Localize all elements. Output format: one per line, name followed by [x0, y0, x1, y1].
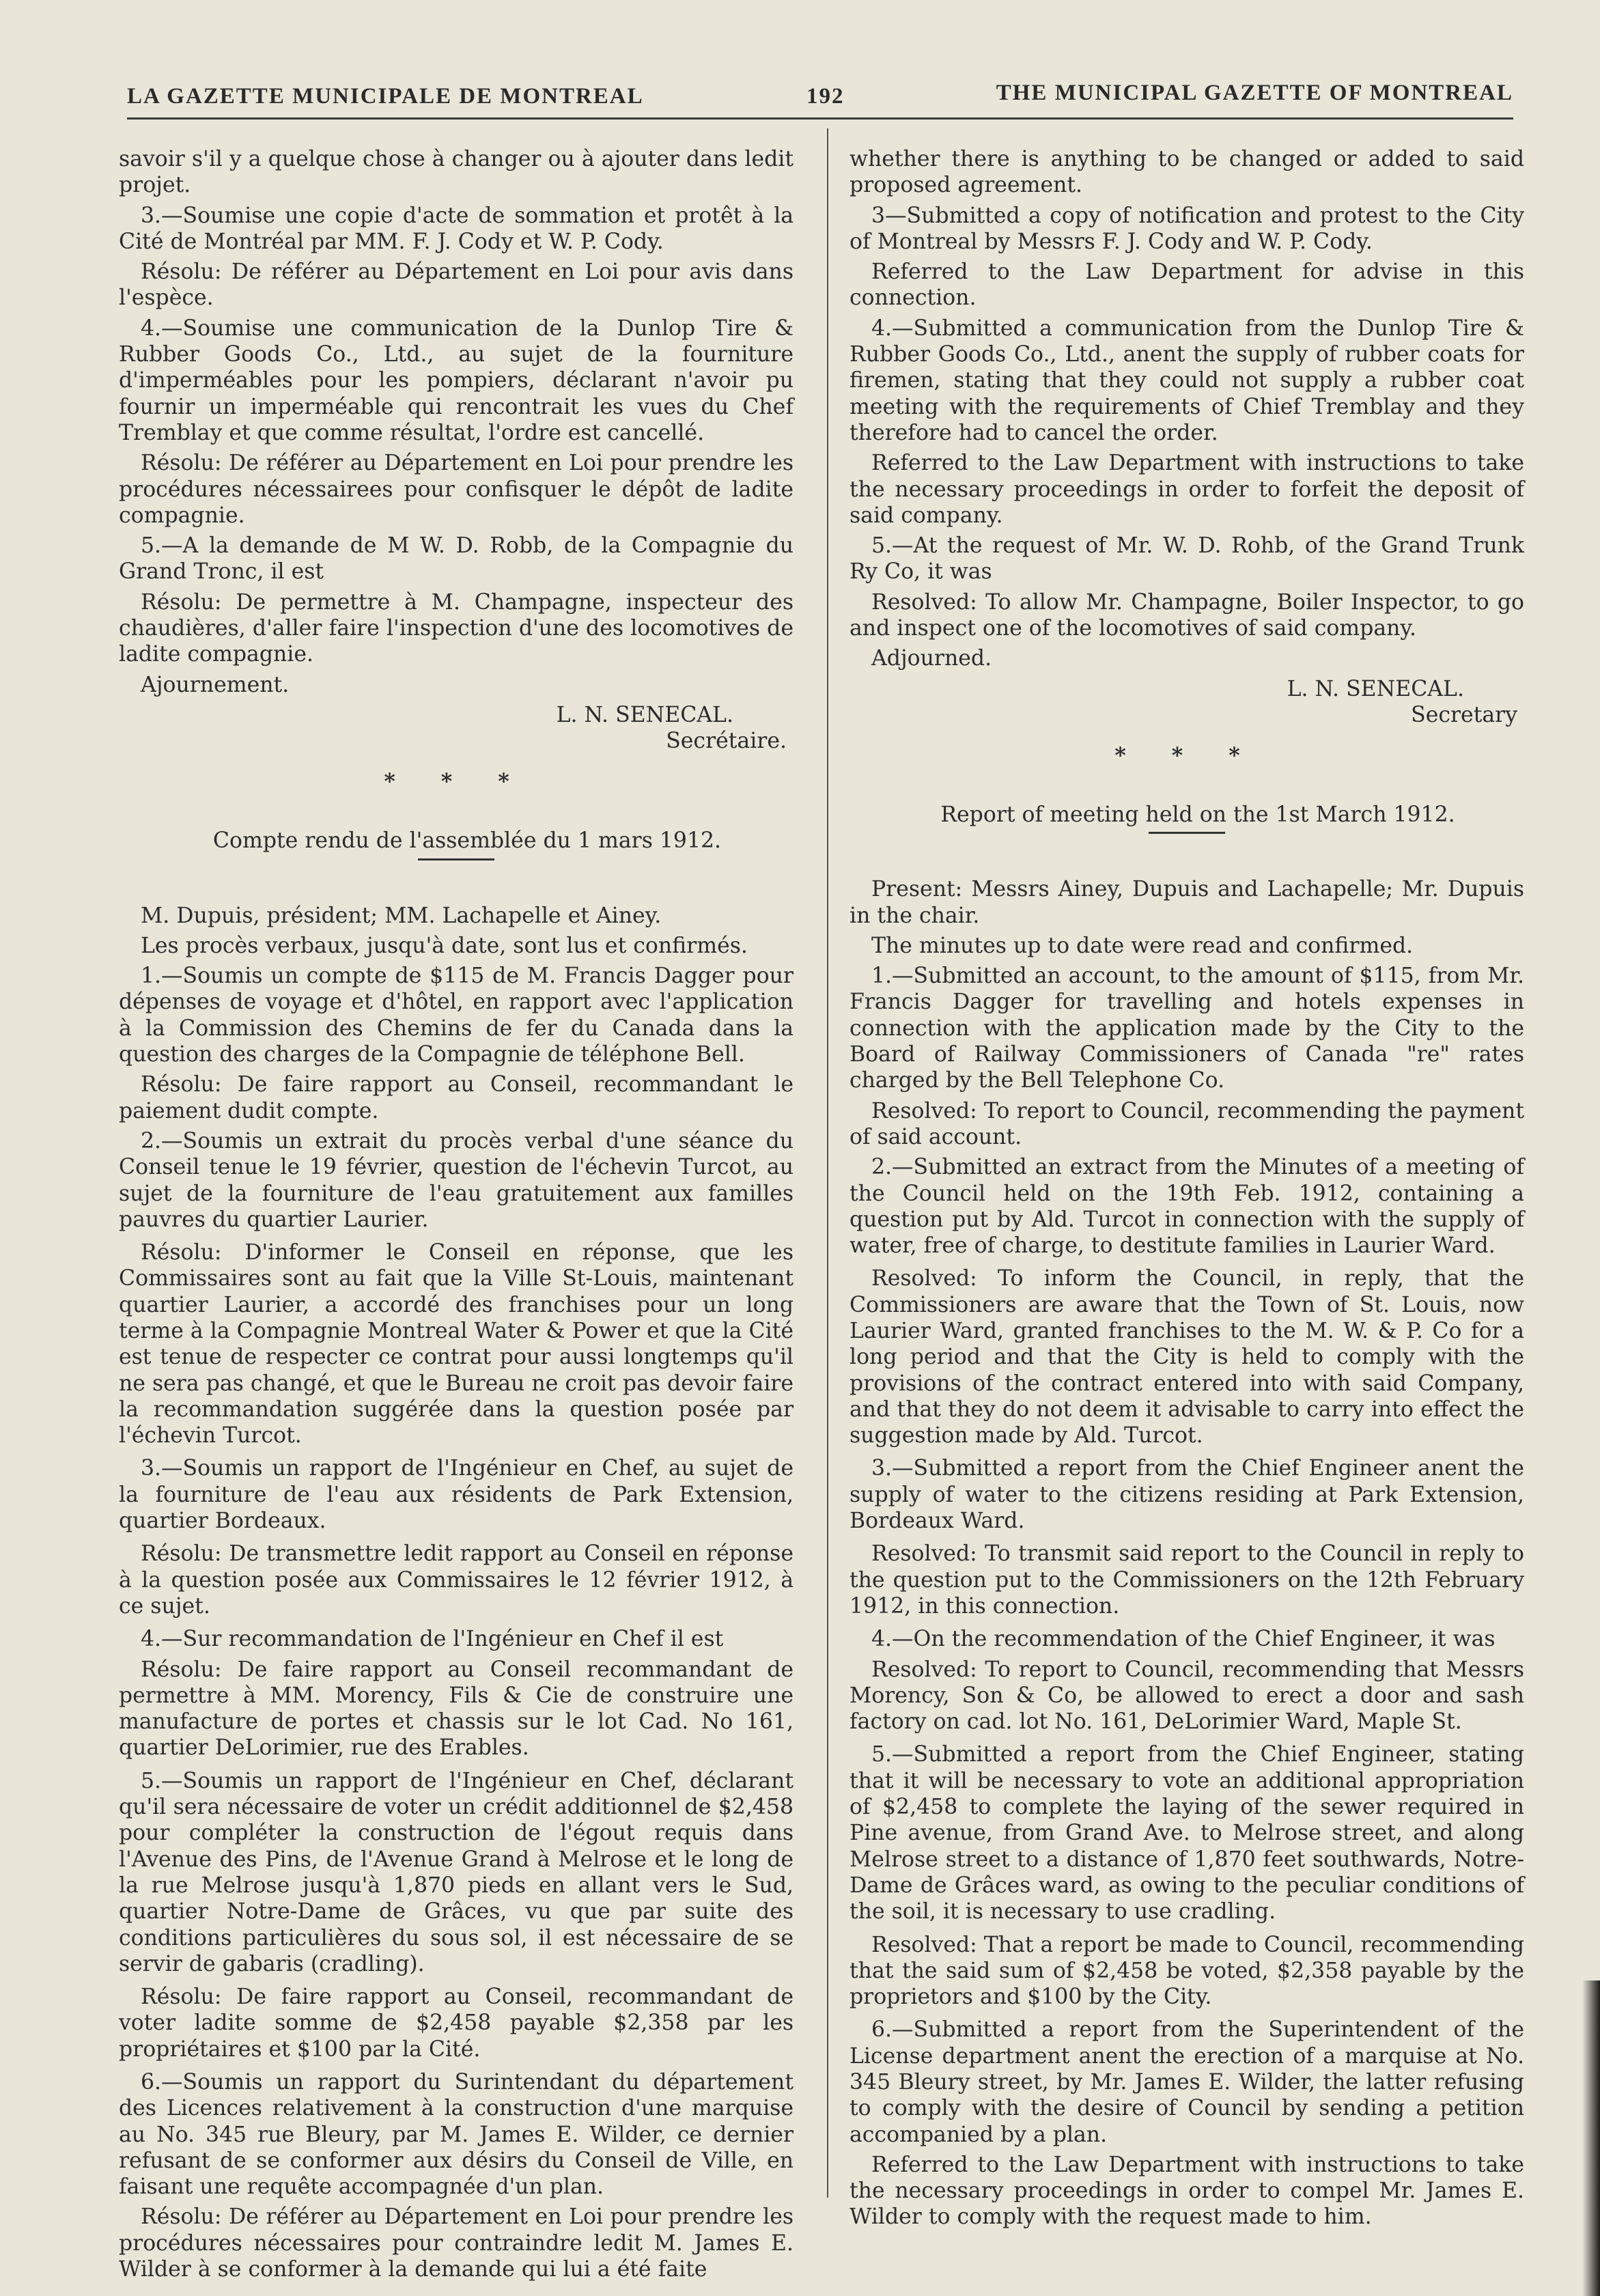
header-title-english: THE MUNICIPAL GAZETTE OF MONTREAL	[996, 81, 1513, 105]
item-resolution: Résolu: De faire rapport au Conseil, recommandant de voter ladite somme de $2,458 payable $2,358 par les propriétaires et $100 par la Cité.	[119, 1985, 794, 2062]
item-resolution: Résolu: De référer au Département en Loi pour prendre les procédures nécessairees pour confisquer le dépôt de ladite compagnie.	[119, 451, 794, 528]
page-shadow	[1582, 1980, 1600, 2296]
report-title: Report of meeting held on the 1st March 1912.	[940, 802, 1455, 827]
item-resolution: Referred to the Law Department with instructions to take the necessary proceedings in order to compel Mr. James E. Wilder to comply with the request made to him.	[850, 2152, 1524, 2230]
item-text: 5.—Soumis un rapport de l'Ingénieur en Chef, déclarant qu'il sera nécessaire de voter un crédit additionnel de $2,458 pour compléter la construction de l'égout requis dans l'Avenue des Pins, de l'Avenue Grand à Melrose et le long de la rue Melrose jusqu'à 1,870 pieds en allant vers le Sud, quartier Notre-Dame de Grâces, vu que par suite des conditions particulières du sous sol, il est nécessaire de se servir de gabaris (cradling).	[119, 1768, 794, 1976]
item-text: 5.—Submitted a report from the Chief Engineer, stating that it will be necessary to vote an additional appropriation of $2,458 to complete the laying of the sewer required in Pine avenue, from Grand Ave. to Melrose street, and along Melrose street to a distance of 1,870 feet southwards, Notre-Dame de Grâces ward, as owing to the peculiar conditions of the soil, it is necessary to use cradling.	[850, 1742, 1524, 1924]
item-resolution: Résolu: D'informer le Conseil en réponse, que les Commissaires sont au fait que la Ville St-Louis, maintenant quartier Laurier, a accordé des franchises pour un long terme à la Compagnie Montreal Water & Power et que la Cité est tenue de respecter ce contrat pour aussi longtemps qu'il ne sera pas changé, et que le Bureau ne croit pas devoir faire la recommandation suggérée dans la question posée par l'échevin Turcot.	[119, 1240, 794, 1448]
signature-name: L. N. SENECAL.	[556, 702, 733, 727]
signature-block	[119, 702, 787, 754]
item-text: 3.—Soumise une copie d'acte de sommation et protêt à la Cité de Montréal par MM. F. J. Cody et W. P. Cody.	[119, 203, 794, 254]
item-resolution: Resolved: To inform the Council, in reply, that the Commissioners are aware that the Town of St. Louis, now Laurier Ward, granted franchises to the M. W. & P. Co for a long period and that the City is held to comply with the provisions of the contract entered into with said Company, and that they do not deem it advisable to carry into effect the suggestion made by Ald. Turcot.	[850, 1266, 1524, 1448]
title-rule	[418, 858, 494, 860]
item-text: 6.—Soumis un rapport du Surintendant du département des Licences relativement à la construction d'une marquise au No. 345 rue Bleury, par M. James E. Wilder, ce dernier refusant de se conformer aux désirs du Conseil de Ville, en faisant une requête accompagnée d'un plan.	[119, 2070, 794, 2200]
item-text: 1.—Submitted an account, to the amount of $115, from Mr. Francis Dagger for travelling and hotels expenses in connection with the application made by the City to the Board of Railway Commissioners of Canada "re" rates charged by the Bell Telephone Co.	[850, 964, 1524, 1093]
item-text: 2.—Soumis un extrait du procès verbal d'une séance du Conseil tenue le 19 février, question de l'échevin Turcot, au sujet de la fourniture de l'eau gratuitement aux familles pauvres du quartier Laurier.	[119, 1128, 794, 1232]
item-text: 4.—Sur recommandation de l'Ingénieur en Chef il est	[141, 1627, 724, 1652]
page-number: 192	[806, 84, 845, 109]
item-text: 5.—At the request of Mr. W. D. Rohb, of the Grand Trunk Ry Co, it was	[850, 533, 1524, 585]
header-title-french: LA GAZETTE MUNICIPALE DE MONTREAL	[127, 84, 644, 109]
item-text: 3.—Soumis un rapport de l'Ingénieur en Chef, au sujet de la fourniture de l'eau aux résidents de Park Extension, quartier Bordeaux.	[119, 1456, 794, 1534]
signature-block	[850, 676, 1517, 728]
item-text: 1.—Soumis un compte de $115 de M. Francis Dagger pour dépenses de voyage et d'hôtel, en rapport avec l'application à la Commission des Chemins de fer du Canada dans la question des charges de la Compagnie de téléphone Bell.	[119, 964, 794, 1067]
item-resolution: Résolu: De faire rapport au Conseil, recommandant le paiement dudit compte.	[119, 1072, 794, 1123]
report-title: Compte rendu de l'assemblée du 1 mars 1912.	[212, 828, 722, 854]
french-column	[119, 146, 794, 2286]
minutes-confirmation: The minutes up to date were read and confirmed.	[871, 933, 1414, 958]
item-resolution: Résolu: De faire rapport au Conseil recommandant de permettre à MM. Morency, Fils & Cie de construire une manufacture de portes et chassis sur le lot Cad. No 161, quartier DeLorimier, rue des Erables.	[119, 1657, 794, 1761]
signature-title: Secrétaire.	[666, 728, 787, 753]
attendance: M. Dupuis, président; MM. Lachapelle et Ainey.	[141, 903, 662, 928]
page-header	[127, 81, 1513, 122]
item-resolution: Resolved: To report to Council, recommending the payment of said account.	[850, 1098, 1524, 1149]
item-text: 6.—Submitted a report from the Superintendent of the License department anent the erection of a marquise at No. 345 Bleury street, by Mr. James E. Wilder, the latter refusing to comply with the desire of Council by sending a petition accompanied by a plan.	[850, 2017, 1524, 2147]
item-resolution: Résolu: De permettre à M. Champagne, inspecteur des chaudières, d'aller faire l'inspection d'une des locomotives de ladite compagnie.	[119, 589, 794, 667]
item-resolution: Resolved: To report to Council, recommending that Messrs Morency, Son & Co, be allowed to erect a door and sash factory on cad. lot No. 161, DeLorimier Ward, Maple St.	[850, 1657, 1524, 1735]
minutes-confirmation: Les procès verbaux, jusqu'à date, sont lus et confirmés.	[141, 933, 748, 958]
item-text: 4.—On the recommendation of the Chief Engineer, it was	[871, 1627, 1496, 1652]
adjournment: Adjourned.	[871, 646, 992, 671]
adjournment: Ajournement.	[141, 672, 290, 697]
item-resolution: Résolu: De référer au Département en Loi pour prendre les procédures nécessaires pour contraindre ledit M. James E. Wilder à se conformer à la demande qui lui a été faite	[119, 2204, 794, 2282]
section-separator: * * *	[384, 768, 529, 794]
item-text: 2.—Submitted an extract from the Minutes of a meeting of the Council held on the 19th Feb. 1912, containing a question put by Ald. Turcot in connection with the supply of water, free of charge, to destitute families in Laurier Ward.	[850, 1155, 1524, 1259]
english-column	[850, 146, 1524, 2235]
item-text: 5.—A la demande de M W. D. Robb, de la Compagnie du Grand Tronc, il est	[119, 533, 794, 585]
paragraph: whether there is anything to be changed or added to said proposed agreement.	[850, 147, 1524, 198]
item-resolution: Referred to the Law Department with instructions to take the necessary proceedings in order to forfeit the deposit of said company.	[850, 451, 1524, 528]
item-text: 3.—Submitted a report from the Chief Engineer anent the supply of water to the citizens residing at Park Extension, Bordeaux Ward.	[850, 1456, 1524, 1534]
item-resolution: Resolved: To transmit said report to the Council in reply to the question put to the Commissioners on the 12th February 1912, in this connection.	[850, 1541, 1524, 1619]
paragraph: savoir s'il y a quelque chose à changer ou à ajouter dans ledit projet.	[119, 147, 794, 198]
item-text: 4.—Soumise une communication de la Dunlop Tire & Rubber Goods Co., Ltd., au sujet de la fourniture d'imperméables pour les pompiers, déclarant n'avoir pu fournir un imperméable qui rencontrait les vues du Chef Tremblay et que comme résultat, l'ordre est cancellé.	[119, 316, 794, 445]
header-rule	[127, 117, 1513, 120]
item-resolution: Referred to the Law Department for advise in this connection.	[850, 260, 1524, 311]
section-separator: * * *	[1114, 742, 1259, 768]
attendance: Present: Messrs Ainey, Dupuis and Lachapelle; Mr. Dupuis in the chair.	[850, 877, 1524, 928]
signature-title: Secretary	[1411, 702, 1517, 727]
item-resolution: Resolved: To allow Mr. Champagne, Boiler Inspector, to go and inspect one of the locomotives of said company.	[850, 589, 1524, 641]
column-divider	[827, 128, 828, 2198]
item-resolution: Résolu: De transmettre ledit rapport au Conseil en réponse à la question posée aux Commissaires le 12 février 1912, à ce sujet.	[119, 1541, 794, 1619]
item-resolution: Résolu: De référer au Département en Loi pour avis dans l'espèce.	[119, 260, 794, 311]
signature-name: L. N. SENECAL.	[1287, 676, 1464, 701]
item-text: 4.—Submitted a communication from the Dunlop Tire & Rubber Goods Co., Ltd., anent the supply of rubber coats for firemen, stating that they could not supply a rubber coat meeting with the requirements of Chief Tremblay and they therefore had to cancel the order.	[850, 316, 1524, 445]
item-resolution: Resolved: That a report be made to Council, recommending that the said sum of $2,458 be voted, $2,358 payable by the proprietors and $100 by the City.	[850, 1932, 1524, 2010]
title-rule	[1149, 832, 1225, 834]
item-text: 3—Submitted a copy of notification and protest to the City of Montreal by Messrs F. J. Cody and W. P. Cody.	[850, 203, 1524, 254]
